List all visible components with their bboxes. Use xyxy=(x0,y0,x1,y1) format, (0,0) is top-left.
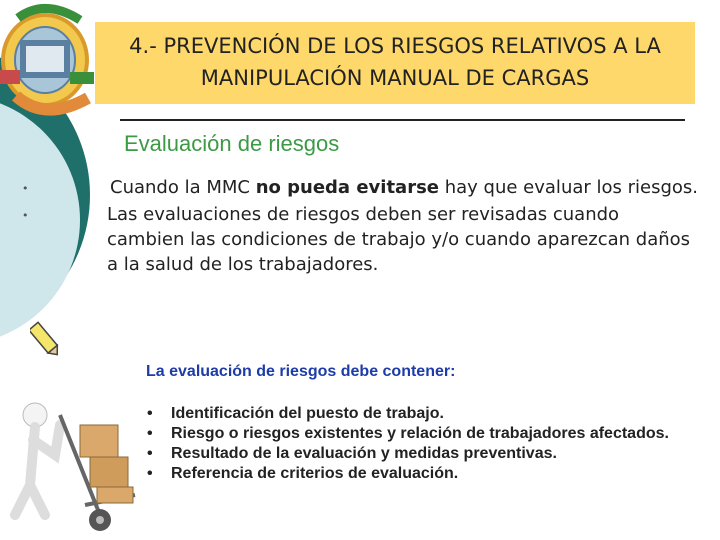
page-title xyxy=(95,30,695,94)
contents-item-1 xyxy=(145,404,705,424)
contents-title: La evaluación de riesgos debe contener: xyxy=(146,363,456,380)
contents-item-3 xyxy=(145,444,705,464)
contents-item-2-text: Riesgo o riesgos existentes y relación de trabajadores afectados. xyxy=(171,425,669,442)
bullet-dot-icon: • xyxy=(147,465,153,482)
bullet-dot-icon: • xyxy=(147,445,153,462)
bullet-list xyxy=(0,175,700,279)
logo-seal xyxy=(0,0,100,130)
bullet-dot-icon: • xyxy=(22,209,29,222)
bullet-dot-icon: • xyxy=(147,405,153,422)
contents-item-3-text: Resultado de la evaluación y medidas preventivas. xyxy=(171,445,557,462)
bullet-2-text: Las evaluaciones de riesgos deben ser revisadas cuando cambien las condiciones de trabajo y/o cuando aparezcan daños a la salud de los trabajadores. xyxy=(107,204,691,275)
contents-item-4 xyxy=(145,464,705,484)
hand-truck-with-boxes-icon xyxy=(5,375,145,535)
contents-item-1-text: Identificación del puesto de trabajo. xyxy=(171,405,444,422)
title-divider xyxy=(120,119,685,121)
pencil-icon xyxy=(30,320,60,360)
title-line-1: 4.- PREVENCIÓN DE LOS RIESGOS RELATIVOS A LA xyxy=(129,34,661,58)
contents-item-2 xyxy=(145,424,705,444)
bullet-dot-icon: • xyxy=(147,425,153,442)
bullet-1-post: hay que evaluar los riesgos. xyxy=(439,177,699,198)
bullet-item-1 xyxy=(0,175,700,200)
bullet-item-2 xyxy=(0,202,700,277)
bullet-dot-icon: • xyxy=(22,182,29,195)
contents-list xyxy=(145,404,705,484)
contents-item-4-text: Referencia de criterios de evaluación. xyxy=(171,465,459,482)
bullet-1-pre: Cuando la MMC xyxy=(110,177,256,198)
title-line-2: MANIPULACIÓN MANUAL DE CARGAS xyxy=(200,66,590,90)
section-subtitle: Evaluación de riesgos xyxy=(124,131,340,156)
bullet-1-emphasis: no pueda evitarse xyxy=(255,177,440,198)
